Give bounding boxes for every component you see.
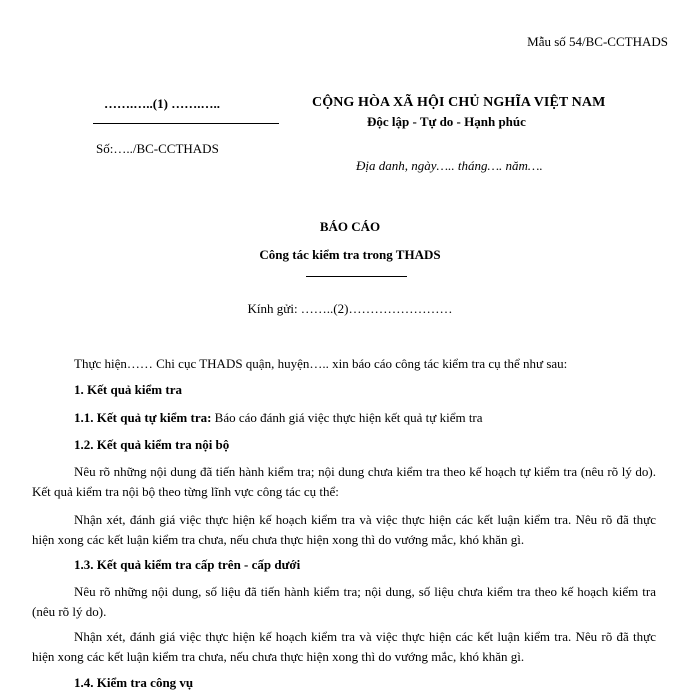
- form-code: Mẫu số 54/BC-CCTHADS: [527, 34, 668, 49]
- section-1-2-text-1: Nêu rõ những nội dung đã tiến hành kiểm tra; nội dung chưa kiểm tra theo kế hoạch tự kiểm tra (nêu rõ lý do). Kết quả kiểm tra nội bộ theo từng lĩnh vực công tác cụ thể:: [32, 464, 656, 499]
- report-subtitle: Công tác kiểm tra trong THADS: [259, 247, 441, 262]
- section-1-2: [32, 435, 656, 455]
- section-1-3-para-1: [32, 582, 656, 621]
- section-1-3: [32, 555, 656, 575]
- section-1-2-text-2: Nhận xét, đánh giá việc thực hiện kế hoạch kiểm tra và việc thực hiện các kết luận kiểm tra. Nêu rõ đã thực hiện xong các kết luận kiểm tra chưa, nếu chưa thực hiện xong thì do vướng mắc, khó khăn gì.: [32, 512, 656, 547]
- document-number: Số:…../BC-CCTHADS: [96, 141, 219, 156]
- section-1-1-text: Báo cáo đánh giá việc thực hiện kết quả tự kiểm tra: [211, 410, 483, 425]
- section-1-1: [32, 408, 656, 428]
- section-1-4: [32, 673, 656, 693]
- section-1-2-heading: 1.2. Kết quả kiểm tra nội bộ: [74, 437, 230, 452]
- place-date: Địa danh, ngày….. tháng…. năm….: [356, 158, 543, 173]
- report-title: BÁO CÁO: [319, 219, 381, 234]
- section-1-heading: 1. Kết quả kiểm tra: [74, 382, 182, 397]
- intro-text: Thực hiện…… Chi cục THADS quận, huyện….. xin báo cáo công tác kiểm tra cụ thể như sau:: [74, 356, 568, 371]
- section-1-3-text-2: Nhận xét, đánh giá việc thực hiện kế hoạch kiểm tra và việc thực hiện các kết luận kiểm tra. Nêu rõ đã thực hiện xong các kết luận kiểm tra chưa, nếu chưa thực hiện xong thì do vướng mắc, khó khăn gì.: [32, 629, 656, 664]
- section-1-3-para-2: [32, 627, 656, 666]
- section-1-3-text-1: Nêu rõ những nội dung, số liệu đã tiến hành kiểm tra; nội dung, số liệu chưa kiểm tra theo kế hoạch kiểm tra (nêu rõ lý do).: [32, 584, 656, 619]
- section-1: [32, 380, 656, 400]
- section-1-1-paragraph: [32, 408, 656, 428]
- national-title: CỘNG HÒA XÃ HỘI CHỦ NGHĨA VIỆT NAM: [312, 95, 606, 110]
- national-motto: Độc lập - Tự do - Hạnh phúc: [367, 114, 526, 129]
- recipient-line: Kính gửi: ……..(2)……………………: [247, 301, 453, 316]
- agency-underline: [93, 123, 279, 124]
- agency-name-placeholder: …….…..(1) …….…..: [104, 96, 220, 111]
- section-1-3-heading: 1.3. Kết quả kiểm tra cấp trên - cấp dưới: [74, 557, 301, 572]
- title-underline: [306, 276, 407, 277]
- section-1-2-para-2: [32, 510, 656, 549]
- section-1-4-heading: 1.4. Kiểm tra công vụ: [74, 675, 194, 690]
- section-1-2-para-1: [32, 462, 656, 501]
- section-1-1-heading: 1.1. Kết quả tự kiểm tra:: [74, 410, 212, 425]
- intro-paragraph: [32, 354, 656, 374]
